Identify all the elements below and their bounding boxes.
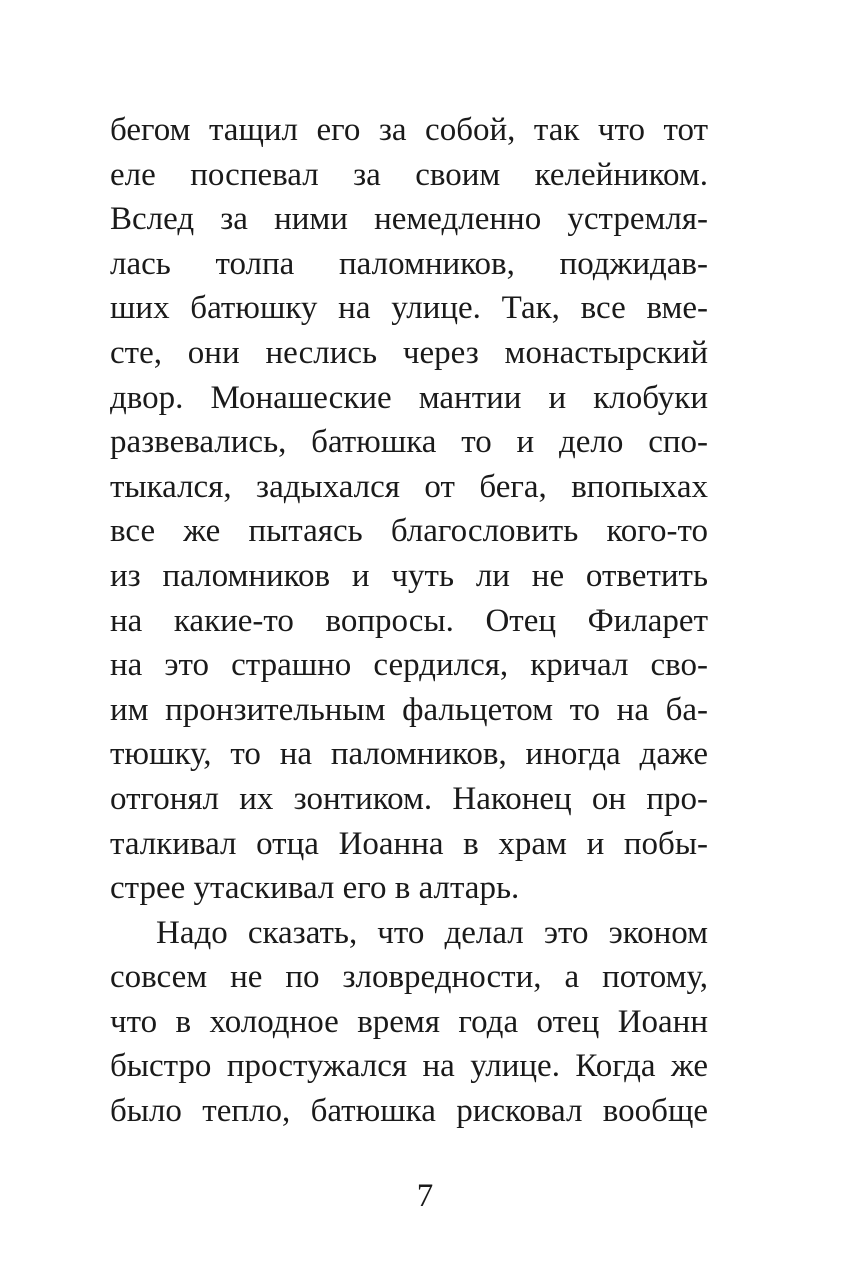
text-line: Вслед за ними немедленно устремля- xyxy=(110,201,708,238)
text-line: лась толпа паломников, поджидав- xyxy=(110,245,708,282)
text-line: тюшку, то на паломников, иногда даже xyxy=(110,736,708,773)
text-line: еле поспевал за своим келейником. xyxy=(110,156,708,193)
text-line: им пронзительным фальцетом то на ба- xyxy=(110,691,708,728)
text-line: совсем не по зловредности, а потому, xyxy=(110,959,708,996)
text-line: из паломников и чуть ли не ответить xyxy=(110,557,708,594)
text-line: отгонял их зонтиком. Наконец он про- xyxy=(110,780,708,817)
paragraph-last-line: стрее утаскивал его в алтарь. xyxy=(110,870,520,907)
text-line: бегом тащил его за собой, так что тот xyxy=(110,112,708,148)
page-number: 7 xyxy=(416,1178,434,1214)
text-line: на какие-то вопросы. Отец Филарет xyxy=(110,602,708,639)
text-line: быстро простужался на улице. Когда же xyxy=(110,1048,708,1085)
body-text xyxy=(110,108,708,1134)
text-line: развевались, батюшка то и дело спо- xyxy=(110,424,708,461)
text-line: двор. Монашеские мантии и клобуки xyxy=(110,379,708,416)
text-line: талкивал отца Иоанна в храм и побы- xyxy=(110,825,708,862)
text-line: тыкался, задыхался от бега, впопыхах xyxy=(110,468,708,505)
text-line: было тепло, батюшка рисковал вообще xyxy=(110,1093,708,1130)
text-line: ших батюшку на улице. Так, все вме- xyxy=(110,290,708,327)
paragraph-first-line: Надо сказать, что делал это эконом xyxy=(156,914,708,951)
text-line: на это страшно сердился, кричал сво- xyxy=(110,647,708,684)
text-line: сте, они неслись через монастырский xyxy=(110,334,708,371)
text-line: что в холодное время года отец Иоанн xyxy=(110,1003,708,1040)
text-line: все же пытаясь благословить кого-то xyxy=(110,513,708,550)
